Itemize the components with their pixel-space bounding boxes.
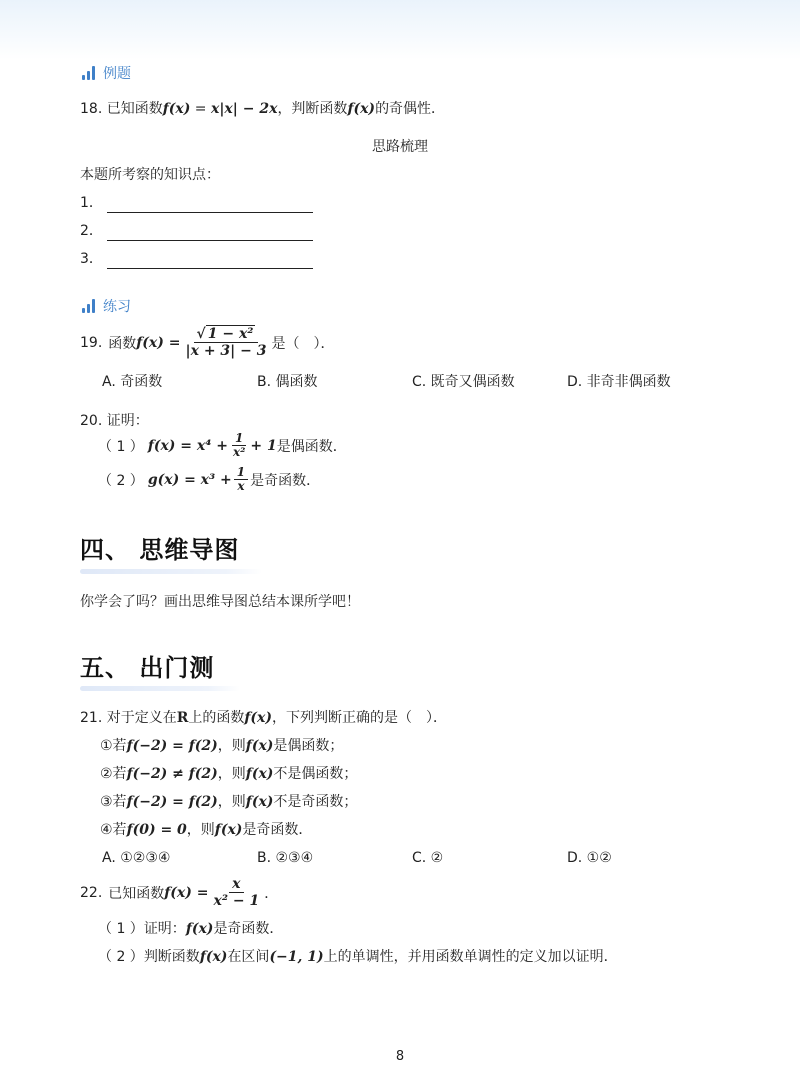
q21-statement-3: ③若f(−2) = f(2)，则f(x)不是奇函数； (100, 794, 358, 810)
q22-part-2: （ 2 ）判断函数f(x)在区间(−1, 1)上的单调性，并用函数单调性的定义加以证明． (98, 949, 618, 965)
practice-section-tag (82, 296, 131, 316)
q19-options (102, 372, 722, 392)
section-5-heading: 五、 出门测 (80, 654, 215, 682)
page-number: 8 (395, 1049, 405, 1064)
section-4-heading: 四、 思维导图 (80, 536, 240, 564)
question-18: 18. 已知函数f(x) = x|x| − 2x，判断函数f(x)的奇偶性． (80, 101, 446, 117)
bar-chart-icon (82, 299, 95, 313)
q19-option-b[interactable]: B. 偶函数 (257, 374, 318, 390)
question-20: 20. 证明： (80, 413, 149, 429)
q21-option-c[interactable]: C. ② (412, 850, 444, 866)
q20-part-2: （ 2 ） g(x) = x³ + $\frac{1}{x}$ 是奇函数． (98, 465, 321, 493)
q22-part-1: （ 1 ）证明：f(x)是奇函数． (98, 921, 284, 937)
example-section-label: 例题 (103, 66, 131, 82)
answer-blank-2[interactable]: 2． (80, 221, 313, 241)
section-4-underline (80, 569, 262, 574)
q21-options (102, 848, 722, 868)
knowledge-prompt: 本题所考察的知识点： (80, 167, 220, 183)
answer-blank-1[interactable]: 1． (80, 193, 313, 213)
q21-option-a[interactable]: A. ①②③④ (102, 850, 171, 866)
q21-option-b[interactable]: B. ②③④ (257, 850, 314, 866)
question-21: 21. 对于定义在R上的函数f(x)，下列判断正确的是（ ）． (80, 710, 447, 726)
bar-chart-icon (82, 66, 95, 80)
practice-section-label: 练习 (103, 299, 131, 315)
section-4-text: 你学会了吗？画出思维导图总结本课所学吧！ (80, 594, 360, 610)
q19-fraction: $\frac{\text{√ 1 − x²}}{|x + 3| - 3}$ (185, 326, 267, 359)
idea-title: 思路梳理 (372, 139, 428, 155)
q21-option-d[interactable]: D. ①② (567, 850, 612, 866)
q19-option-c[interactable]: C. 既奇又偶函数 (412, 374, 515, 390)
section-5-underline (80, 686, 240, 691)
q21-statement-2: ②若f(−2) ≠ f(2)，则f(x)不是偶函数； (100, 766, 358, 782)
q19-option-a[interactable]: A. 奇函数 (102, 374, 163, 390)
q21-statement-4: ④若f(0) = 0，则f(x)是奇函数． (100, 822, 313, 838)
q21-statement-1: ①若f(−2) = f(2)，则f(x)是偶函数； (100, 738, 344, 754)
question-22: 22. 已知函数 f(x) = $\frac{x}{\text{x² − 1}}$ ． (80, 876, 279, 909)
answer-blank-3[interactable]: 3． (80, 249, 313, 269)
example-section-tag (82, 63, 131, 83)
q19-option-d[interactable]: D. 非奇非偶函数 (567, 374, 671, 390)
q20-part-1: （ 1 ） f(x) = x⁴ + $\frac{1}{\text{x²}}$ + 1 是偶函数． (98, 431, 347, 459)
question-19: 19. 函数 f(x) = $\frac{\text{√ 1 − x²}}{|x + 3| - 3}$ 是（ ）． (80, 326, 335, 359)
